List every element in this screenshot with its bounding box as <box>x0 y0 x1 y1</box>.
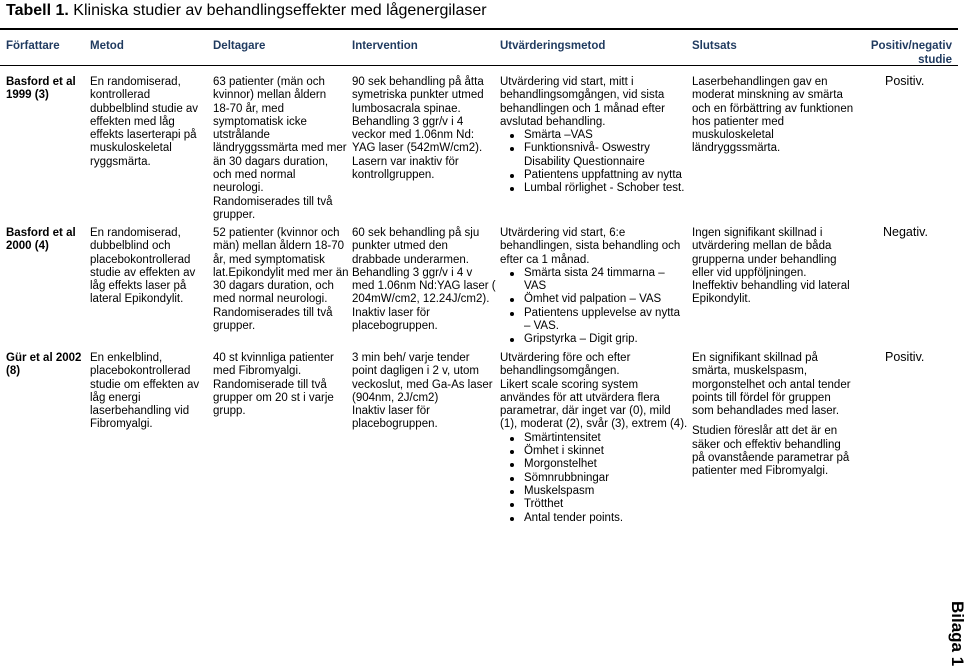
row3-conclusion: En signifikant skillnad på smärta, muskelspasm, morgonstelhet och antal tender points till fördel för gruppen som behandlades med laser. Studien föreslår att det är en säker och effektiv behandling på ovanstående parametrar på patienter med Fibromyalgi. <box>692 352 851 478</box>
list-item: Ömhet vid palpation – VAS <box>524 293 680 306</box>
table-title: Kliniska studier av behandlingseffekter med lågenergilaser <box>68 2 487 19</box>
row1-participants: 63 patienter (män och kvinnor) mellan åldern 18-70 år, med symptomatisk icke utstrålande ländryggssmärta med mer än 30 dagars duration, och med normal neurologi. Randomiserades till två grupper. <box>213 76 347 221</box>
list-item: Lumbal rörlighet - Schober test. <box>524 182 685 195</box>
row3-intervention: 3 min beh/ varje tender point dagligen i 2 v, utom veckoslut, med Ga-As laser (904nm, 2J/cm2) Inaktiv laser för placebogruppen. <box>352 352 493 431</box>
row1-author: Basford et al 1999 (3) <box>6 76 76 102</box>
row2-author: Basford et al 2000 (4) <box>6 227 76 253</box>
row1-conclusion: Laserbehandlingen gav en moderat minskning av smärta och en förbättring av funktionen hos patienter med muskuloskeletal ländryggssmärta. <box>692 76 854 155</box>
row3-evaluation: Utvärdering före och efter behandlingsomgången. Likert scale scoring system användes för att utvärdera flera parametrar, där inget var (0), mild (1), moderat (2), svår (3), extrem (4). Smärtintensitet Ömhet i skinnet Morgonstelhet Sömnrubbningar Muskelspasm Trötthet Antal tender points. <box>500 352 688 524</box>
row2-participants: 52 patienter (kvinnor och män) mellan åldern 18-70 år, med symptomatisk lat.Epikondylit med mer än 30 dagars duration, och med normal neurologi. Randomiserades till två grupper. <box>213 227 349 333</box>
sidebar-label: Bilaga 1 <box>948 601 967 666</box>
row3-method: En enkelblind, placebokontrollerad studie om effekten av låg energi laserbehandling vid Fibromyalgi. <box>90 352 200 431</box>
row3-participants: 40 st kvinnliga patienter med Fibromyalgi. Randomiserade till två grupper om 20 st i varje grupp. <box>213 352 334 418</box>
list-item: Smärta sista 24 timmarna – <box>524 267 680 280</box>
header-author: Författare <box>6 40 60 52</box>
row2-intervention: 60 sek behandling på sju punkter utmed den drabbade underarmen. Behandling 3 ggr/v i 4 v med 1.06nm Nd:YAG laser ( 204mW/cm2, 12.24J/cm2). Inaktiv laser för placebogruppen. <box>352 227 496 333</box>
list-item: Patientens upplevelse av nytta <box>524 306 680 319</box>
list-item: Morgonstelhet <box>524 458 687 471</box>
row2-method: En randomiserad, dubbelblind och placebokontrollerad studie av effekten av låg effekts laser på lateral Epikondylit. <box>90 227 196 306</box>
top-rule <box>0 28 958 30</box>
row1-intervention: 90 sek behandling på åtta symetriska punkter utmed lumbosacrala spinae. Behandling 3 ggr/v i 4 veckor med 1.06nm Nd: YAG laser (542mW/cm2). Lasern var inaktiv för kontrollgruppen. <box>352 76 484 182</box>
list-item: Gripstyrka – Digit grip. <box>524 333 680 346</box>
list-item: Sömnrubbningar <box>524 472 687 485</box>
list-item: Smärta –VAS <box>524 129 684 142</box>
row3-result: Positiv. <box>885 350 925 364</box>
row2-result: Negativ. <box>883 225 928 239</box>
list-item: Trötthet <box>524 498 687 511</box>
header-rule <box>0 65 958 66</box>
table-label: Tabell 1. <box>6 2 69 19</box>
row3-author: Gür et al 2002 (8) <box>6 352 82 378</box>
row2-conclusion: Ingen signifikant skillnad i utvärdering mellan de båda grupperna under behandling eller vid uppföljningen. Ineffektiv behandling vid lateral Epikondylit. <box>692 227 850 306</box>
list-item: Ömhet i skinnet <box>524 445 687 458</box>
header-evaluation: Utvärderingsmetod <box>500 40 606 52</box>
list-item: Funktionsnivå- Oswestry <box>524 142 684 155</box>
row1-evaluation: Utvärdering vid start, mitt i behandlingsomgången, vid sista behandlingen och 1 månad efter avslutad behandling. Smärta –VAS Funktionsnivå- Oswestry Disability Questionnaire Patientens uppfattning av nytta Lumbal rörlighet - Schober test. <box>500 76 685 195</box>
list-item: Muskelspasm <box>524 485 687 498</box>
row1-result: Positiv. <box>885 74 925 88</box>
list-item: Antal tender points. <box>524 512 687 525</box>
header-intervention: Intervention <box>352 40 418 52</box>
row1-method: En randomiserad, kontrollerad dubbelblind studie av effekten med låg effekts laserterapi på muskuloskeletal ryggsmärta. <box>90 76 199 168</box>
row2-evaluation: Utvärdering vid start, 6:e behandlingen, sista behandling och efter ca 1 månad. Smärta sista 24 timmarna – VAS Ömhet vid palpation – VAS Patientens upplevelse av nytta – VAS. Gripstyrka – Digit grip. <box>500 227 681 346</box>
header-participants: Deltagare <box>213 40 266 52</box>
list-item: Patientens uppfattning av nytta <box>524 169 684 182</box>
page-title <box>6 1 487 21</box>
header-result: Positiv/negativ studie <box>870 40 952 66</box>
header-conclusion: Slutsats <box>692 40 737 52</box>
header-method: Metod <box>90 40 124 52</box>
list-item: Smärtintensitet <box>524 432 687 445</box>
